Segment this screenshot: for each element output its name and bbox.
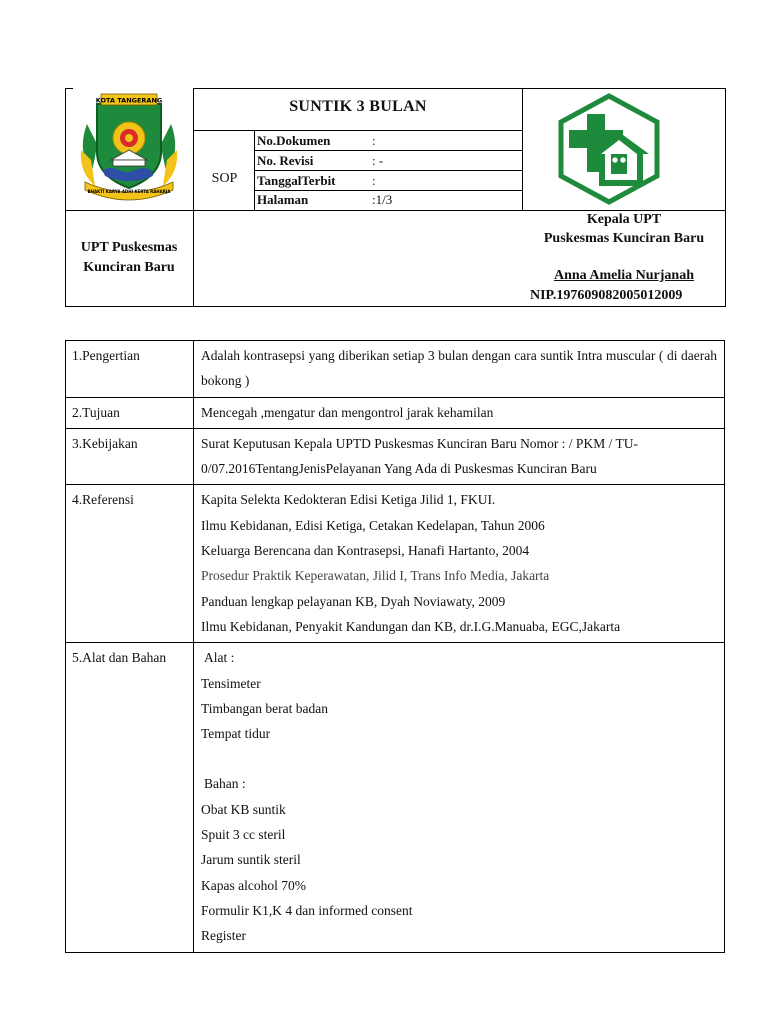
- kepala-title: [523, 210, 725, 248]
- section-text-kebijakan: Surat Keputusan Kepala UPTD Puskesmas Kunciran Baru Nomor : / PKM / TU-0/07.2016TentangJenisPelayanan Yang Ada di Puskesmas Kunciran Baru: [194, 428, 725, 485]
- emblem-banner-text: KOTA TANGERANG: [95, 96, 163, 105]
- emblem-motto-text: BHAKTI KARYA ADHI KERTA RAHARJA: [87, 189, 171, 194]
- table-row-kebijakan: [66, 428, 725, 485]
- list-item: Jarum suntik steril: [201, 852, 301, 868]
- table-row-tujuan: [66, 397, 725, 428]
- list-item: Obat KB suntik: [201, 801, 286, 817]
- list-item: Register: [201, 928, 246, 944]
- meta-value-no-revisi: : -: [372, 153, 384, 168]
- kepala-line-2: Puskesmas Kunciran Baru: [543, 231, 705, 246]
- meta-label-no-dokumen: No.Dokumen: [257, 133, 331, 148]
- puskesmas-logo-icon: [557, 92, 661, 206]
- kota-tangerang-emblem-icon: [73, 90, 185, 202]
- meta-label-tanggal-terbit: TanggalTerbit: [257, 173, 336, 188]
- list-item: Kapas alcohol 70%: [201, 877, 306, 893]
- list-item: Ilmu Kebidanan, Penyakit Kandungan dan KB, dr.I.G.Manuaba, EGC,Jakarta: [201, 618, 621, 634]
- kepala-name: Anna Amelia Nurjanah: [553, 268, 695, 283]
- section-label-alat-bahan: 5.Alat dan Bahan: [66, 643, 194, 952]
- list-item: Keluarga Berencana dan Kontrasepsi, Hanafi Hartanto, 2004: [201, 543, 530, 559]
- list-item: Timbangan berat badan: [201, 700, 328, 716]
- alat-heading: Alat :: [204, 650, 235, 666]
- meta-value-no-dokumen: :: [372, 133, 376, 148]
- meta-value-tanggal-terbit: :: [372, 173, 376, 188]
- table-row-alat-bahan: [66, 643, 725, 952]
- list-item: Spuit 3 cc steril: [201, 827, 286, 843]
- list-item: Tempat tidur: [201, 726, 271, 742]
- meta-label-halaman: Halaman: [257, 192, 309, 207]
- section-label-pengertian: 1.Pengertian: [66, 341, 194, 398]
- section-label-referensi: 4.Referensi: [66, 485, 194, 643]
- list-item: Prosedur Praktik Keperawatan, Jilid I, Trans Info Media, Jakarta: [201, 568, 550, 584]
- kepala-line-1: Kepala UPT: [586, 212, 662, 227]
- document-header: [65, 88, 726, 307]
- kepala-nip: NIP.197609082005012009: [530, 288, 683, 303]
- section-list-alat-bahan: [194, 643, 725, 952]
- spacer: [201, 746, 717, 771]
- meta-label-no-revisi: No. Revisi: [257, 153, 314, 168]
- section-list-referensi: [194, 485, 725, 643]
- section-label-tujuan: 2.Tujuan: [66, 397, 194, 428]
- section-label-kebijakan: 3.Kebijakan: [66, 428, 194, 485]
- list-item: Ilmu Kebidanan, Edisi Ketiga, Cetakan Kedelapan, Tahun 2006: [201, 517, 545, 533]
- document-title: SUNTIK 3 BULAN: [289, 98, 427, 115]
- bahan-heading: Bahan :: [204, 776, 246, 792]
- table-row-referensi: [66, 485, 725, 643]
- organization-line-2: Kunciran Baru: [83, 260, 175, 275]
- section-text-tujuan: Mencegah ,mengatur dan mengontrol jarak kehamilan: [194, 397, 725, 428]
- list-item: Panduan lengkap pelayanan KB, Dyah Noviawaty, 2009: [201, 593, 506, 609]
- section-text-pengertian: Adalah kontrasepsi yang diberikan setiap 3 bulan dengan cara suntik Intra muscular ( di daerah bokong ): [194, 341, 725, 398]
- table-row-pengertian: [66, 341, 725, 398]
- list-item: Kapita Selekta Kedokteran Edisi Ketiga Jilid 1, FKUI.: [201, 492, 496, 508]
- meta-value-halaman: :1/3: [372, 192, 393, 207]
- list-item: Formulir K1,K 4 dan informed consent: [201, 902, 413, 918]
- sop-content-table: [65, 340, 725, 953]
- list-item: Tensimeter: [201, 675, 261, 691]
- sop-label: SOP: [211, 171, 238, 186]
- organization-line-1: UPT Puskesmas: [80, 240, 178, 255]
- organization-name: [65, 238, 193, 278]
